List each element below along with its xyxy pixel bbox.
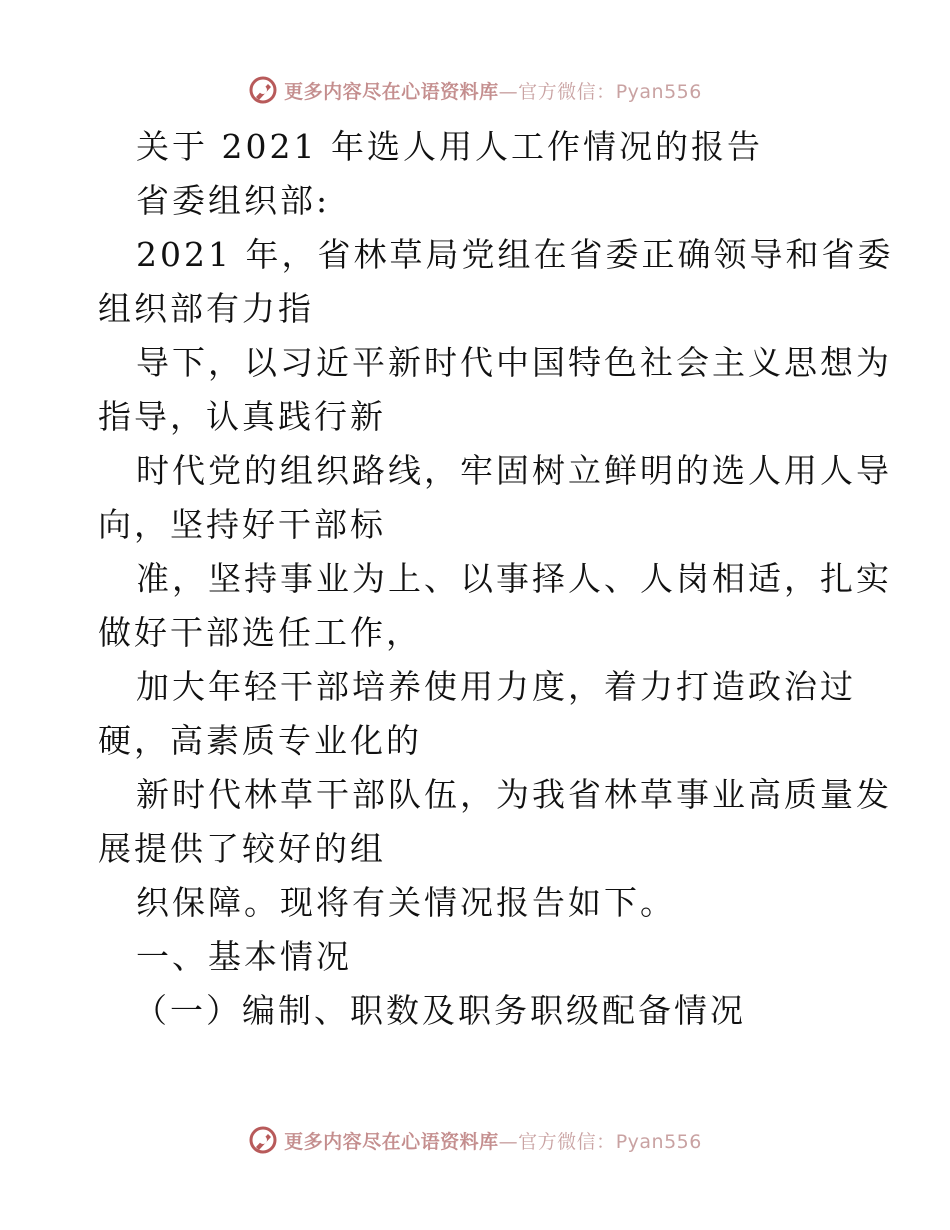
watermark-official: 官方微信： [518,1130,616,1153]
report-title: 关于 2021 年选人用人工作情况的报告 [136,127,763,166]
paragraph-line: 新时代林草干部队伍，为我省林草事业高质量发 [136,775,892,814]
document-body [98,120,894,1038]
watermark-footer [0,1120,950,1160]
watermark-brand: 更多内容尽在心语资料库 [284,1130,499,1153]
red-pen-seal-icon [248,75,278,105]
paragraph-line: 2021 年，省林草局党组在省委正确领导和省委 [136,235,894,274]
watermark-separator: — [498,80,519,103]
watermark-separator: — [498,1130,519,1153]
subsection-heading: （一）编制、职数及职务职级配备情况 [134,991,746,1030]
watermark-header [0,70,950,110]
red-pen-seal-icon [248,1125,278,1155]
paragraph-line: 加大年轻干部培养使用力度，着力打造政治过 [136,667,856,706]
watermark-text [284,1127,702,1154]
paragraph-line: 准，坚持事业为上、以事择人、人岗相适，扎实 [136,559,892,598]
watermark-wechat-id: Pyan556 [615,1130,702,1153]
paragraph-line: 织保障。现将有关情况报告如下。 [136,883,676,922]
watermark-brand: 更多内容尽在心语资料库 [284,80,499,103]
paragraph-line: 时代党的组织路线，牢固树立鲜明的选人用人导 [136,451,892,490]
paragraph-line: 导下，以习近平新时代中国特色社会主义思想为 [136,343,892,382]
watermark-wechat-id: Pyan556 [615,80,702,103]
paragraph-line: 做好干部选任工作， [98,613,422,652]
paragraph-line: 指导，认真践行新 [98,397,386,436]
paragraph-line: 向，坚持好干部标 [98,505,386,544]
section-heading: 一、基本情况 [136,937,352,976]
salutation: 省委组织部: [136,181,331,220]
watermark-official: 官方微信： [518,80,616,103]
watermark-text [284,77,702,104]
paragraph-line: 硬，高素质专业化的 [98,721,422,760]
paragraph-line: 组织部有力指 [98,289,314,328]
paragraph-line: 展提供了较好的组 [98,829,386,868]
